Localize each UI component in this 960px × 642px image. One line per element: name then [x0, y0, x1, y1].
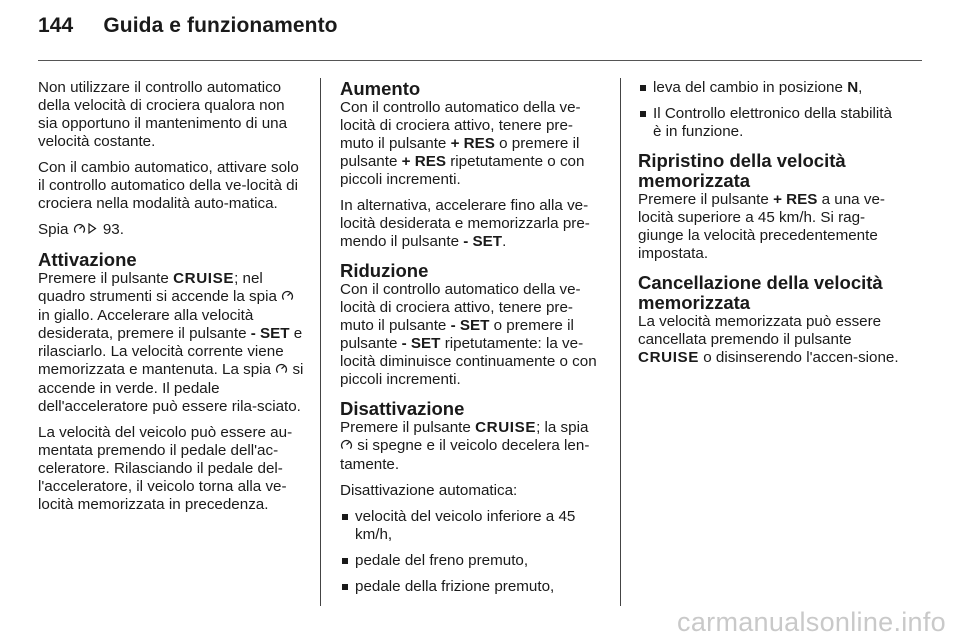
arrow-reference-icon [86, 222, 99, 240]
paragraph: Premere il pulsante CRUISE; nel quadro strumenti si accende la spia in giallo. Accelerare alla velocità desiderata, premere il pulsante - SET e rilasciarlo. La velocità corrente viene memorizzata e mantenuta. La spia si accende in verde. Il pedale dell'acceleratore può essere rila-sciato. [38, 270, 304, 415]
column-divider [620, 78, 621, 606]
section-heading-cancellazione: Cancellazione della velocità memorizzata [638, 272, 883, 313]
cruise-control-icon [73, 222, 86, 240]
page-number: 144 [38, 14, 74, 37]
cruise-label: CRUISE [173, 270, 235, 287]
set-label: - SET [463, 233, 503, 250]
column-2 [340, 79, 604, 604]
column-1 [38, 79, 306, 522]
section-heading-aumento: Aumento [340, 78, 421, 99]
paragraph: Premere il pulsante CRUISE; la spia si spegne e il veicolo decelera len-tamente. [340, 419, 590, 473]
res-label: + RES [450, 135, 495, 152]
res-label: + RES [773, 191, 818, 208]
cruise-label: CRUISE [638, 349, 699, 366]
cruise-control-icon [340, 438, 353, 456]
paragraph: La velocità del veicolo può essere au-mentata premendo il pedale dell'ac-celeratore. Rilasciando il pedale del-l'acceleratore, il veicolo torna alla ve-locità memorizzata in precedenza. [38, 424, 293, 513]
section-heading-disattivazione: Disattivazione [340, 398, 465, 419]
watermark: carmanualsonline.info [677, 607, 946, 637]
column-3 [638, 79, 904, 375]
page-header [38, 14, 338, 38]
section-heading-ripristino: Ripristino della velocità memorizzata [638, 150, 846, 191]
list-item: pedale del freno premuto, [340, 552, 604, 570]
paragraph: Non utilizzare il controllo automatico della velocità di crociera qualora non sia opportuno il mantenimento di una velocità costante. [38, 79, 288, 150]
section-heading-attivazione: Attivazione [38, 249, 137, 270]
paragraph: Con il controllo automatico della ve-locità di crociera attivo, tenere pre-muto il pulsante + RES o premere il pulsante + RES ripetutamente o con piccoli incrementi. [340, 99, 585, 188]
section-heading-riduzione: Riduzione [340, 260, 429, 281]
list-item: Il Controllo elettronico della stabilità è in funzione. [638, 105, 904, 141]
paragraph: Premere il pulsante + RES a una ve-locità superiore a 45 km/h. Si rag-giunge la velocità precedentemente impostata. [638, 191, 885, 262]
paragraph: La velocità memorizzata può essere cancellata premendo il pulsante CRUISE o disinserendo l'accen-sione. [638, 313, 899, 366]
set-label: - SET [401, 335, 441, 352]
paragraph: Disattivazione automatica: [340, 482, 518, 499]
paragraph: In alternativa, accelerare fino alla ve-locità desiderata e memorizzarla pre-mendo il pulsante - SET. [340, 197, 590, 250]
list-item: pedale della frizione premuto, [340, 578, 604, 596]
set-label: - SET [450, 317, 490, 334]
res-label: + RES [401, 153, 446, 170]
paragraph: Spia 93. [38, 221, 124, 238]
page-title: Guida e funzionamento [103, 14, 338, 37]
list-item: leva del cambio in posizione N, [638, 79, 904, 97]
set-label: - SET [250, 325, 290, 342]
header-rule [38, 60, 922, 61]
cruise-label: CRUISE [475, 419, 537, 436]
bullet-list [638, 79, 904, 141]
cruise-control-icon [275, 362, 288, 380]
bullet-list [340, 508, 604, 596]
paragraph: Con il controllo automatico della ve-locità di crociera attivo, tenere pre-muto il pulsante - SET o premere il pulsante - SET ripetutamente: la ve-locità diminuisce continuamente o con piccoli incrementi. [340, 281, 597, 388]
paragraph: Con il cambio automatico, attivare solo il controllo automatico della ve-locità di crociera nella modalità auto-matica. [38, 159, 299, 212]
list-item: velocità del veicolo inferiore a 45 km/h, [340, 508, 604, 544]
cruise-control-icon [281, 289, 294, 307]
column-divider [320, 78, 321, 606]
